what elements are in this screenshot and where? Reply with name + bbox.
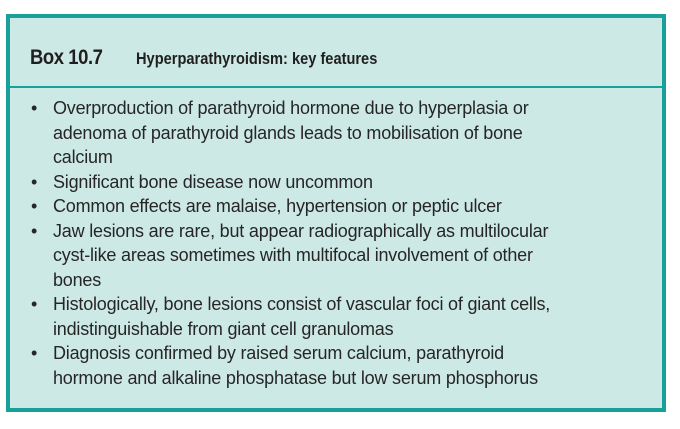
feature-line: Significant bone disease now uncommon	[53, 171, 373, 192]
bullet-icon: •	[31, 171, 38, 192]
feature-line: adenoma of parathyroid glands leads to mobilisation of bone	[53, 122, 523, 143]
box-header	[10, 18, 662, 88]
feature-line: Overproduction of parathyroid hormone due to hyperplasia or	[53, 98, 529, 118]
bullet-icon: •	[31, 196, 38, 216]
feature-line: indistinguishable from giant cell granulomas	[53, 318, 394, 339]
feature-list	[28, 96, 648, 390]
feature-item	[28, 341, 648, 390]
bullet-icon: •	[31, 98, 38, 118]
feature-line: Diagnosis confirmed by raised serum calcium, parathyroid	[53, 343, 504, 363]
feature-line: Histologically, bone lesions consist of vascular foci of giant cells,	[53, 294, 551, 314]
box-number: Box 10.7	[30, 46, 103, 69]
feature-line: bones	[53, 269, 102, 290]
feature-item	[28, 194, 648, 219]
feature-line: Jaw lesions are rare, but appear radiographically as multilocular	[53, 220, 549, 241]
feature-line: calcium	[53, 147, 113, 167]
box-title: Hyperparathyroidism: key features	[136, 49, 378, 68]
feature-item	[28, 219, 648, 293]
bullet-icon: •	[31, 294, 38, 314]
feature-line: cyst-like areas sometimes with multifocal involvement of other	[53, 245, 533, 265]
bullet-icon: •	[31, 343, 38, 363]
feature-line: hormone and alkaline phosphatase but low serum phosphorus	[53, 367, 538, 388]
feature-box	[6, 14, 666, 412]
feature-item	[28, 170, 648, 195]
bullet-icon: •	[31, 220, 38, 241]
feature-line: Common effects are malaise, hypertension or peptic ulcer	[53, 196, 502, 216]
feature-item	[28, 292, 648, 341]
feature-item	[28, 96, 648, 170]
